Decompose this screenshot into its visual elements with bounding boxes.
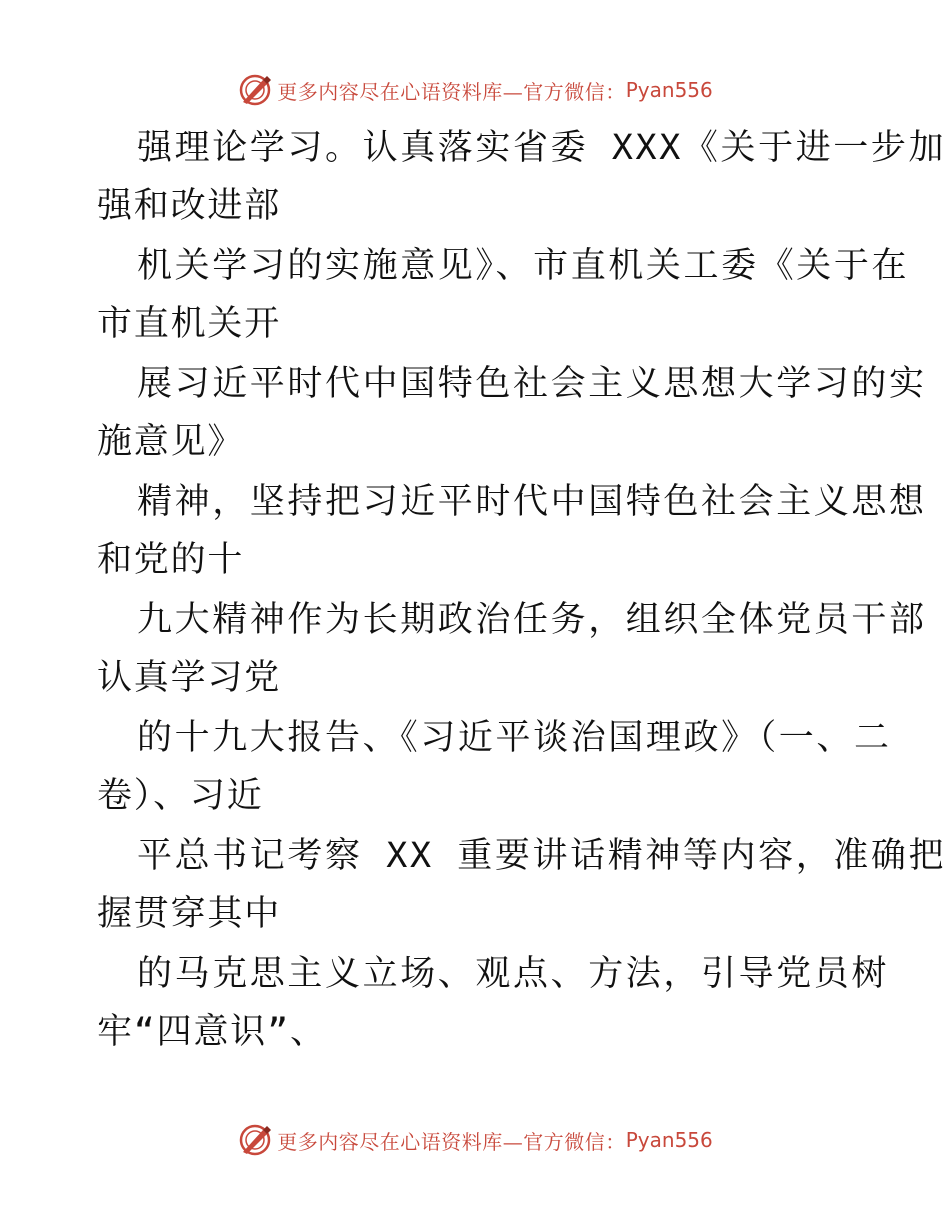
header-banner-text: 更多内容尽在心语资料库—官方微信：: [277, 79, 626, 104]
body-line: 强理论学习。认真落实省委 XXX《关于进一步加: [137, 128, 947, 168]
footer-banner: [0, 1118, 950, 1162]
body-line: 和党的十: [97, 540, 245, 580]
body-line: 机关学习的实施意见》、市直机关工委《关于在: [137, 246, 910, 286]
body-line: 施意见》: [97, 422, 245, 462]
body-line: 精神，坚持把习近平时代中国特色社会主义思想: [137, 482, 927, 522]
header-wechat-id: Pyan556: [625, 78, 713, 102]
body-line: 的十九大报告、《习近平谈治国理政》（一、二: [137, 718, 892, 758]
body-line: 认真学习党: [97, 658, 282, 698]
body-line: 市直机关开: [97, 304, 282, 344]
body-line: 强和改进部: [97, 186, 282, 226]
body-line: 平总书记考察 XX 重要讲话精神等内容，准确把: [137, 836, 947, 876]
body-line: 卷）、习近: [97, 776, 264, 816]
footer-banner-text: 更多内容尽在心语资料库—官方微信：: [277, 1129, 626, 1154]
body-line: 握贯穿其中: [97, 894, 282, 934]
footer-wechat-id: Pyan556: [625, 1128, 713, 1152]
body-line: 的马克思主义立场、观点、方法，引导党员树: [137, 954, 890, 994]
pen-logo-icon: [237, 72, 273, 108]
body-line: 牢“四意识”、: [97, 1012, 327, 1052]
header-banner: [0, 68, 950, 112]
pen-logo-icon: [237, 1122, 273, 1158]
body-line: 展习近平时代中国特色社会主义思想大学习的实: [137, 364, 927, 404]
body-line: 九大精神作为长期政治任务，组织全体党员干部: [137, 600, 927, 640]
